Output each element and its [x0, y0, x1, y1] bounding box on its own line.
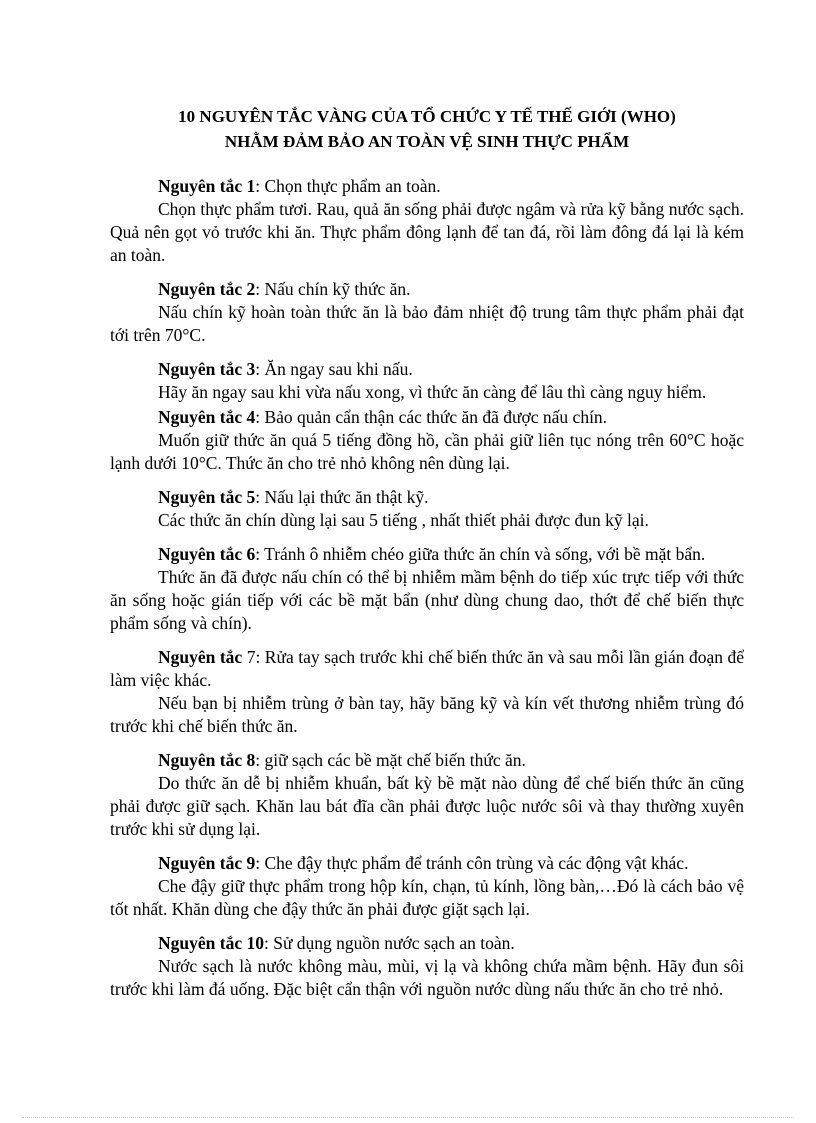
- page-bottom-divider: [22, 1117, 794, 1118]
- rule-heading: [110, 486, 744, 509]
- rule-title: : Chọn thực phẩm an toàn.: [255, 176, 441, 196]
- rule-body: Nước sạch là nước không màu, mùi, vị lạ và không chứa mầm bệnh. Hãy đun sôi trước khi làm đá uống. Đặc biệt cẩn thận với nguồn nước dùng nấu thức ăn cho trẻ nhỏ.: [110, 956, 744, 999]
- rule-1: [110, 175, 744, 267]
- rule-title: : Nấu chín kỹ thức ăn.: [255, 279, 411, 299]
- rule-3: [110, 358, 744, 404]
- rule-6: [110, 543, 744, 635]
- rule-heading: [110, 852, 744, 875]
- rule-body: Do thức ăn dễ bị nhiễm khuẩn, bất kỳ bề mặt nào dùng để chế biến thức ăn cũng phải được giữ sạch. Khăn lau bát đĩa cần phải được luộc nước sôi và thay thường xuyên trước khi sử dụng lại.: [110, 773, 744, 839]
- document-title: [110, 104, 744, 154]
- rule-body: Nếu bạn bị nhiễm trùng ở bàn tay, hãy băng kỹ và kín vết thương nhiễm trùng đó trước khi chế biến thức ăn.: [110, 693, 744, 736]
- rule-5: [110, 486, 744, 532]
- rule-2: [110, 278, 744, 347]
- rule-body: Hãy ăn ngay sau khi vừa nấu xong, vì thức ăn càng để lâu thì càng nguy hiểm.: [158, 382, 707, 402]
- rule-label: Nguyên tắc 5: [158, 487, 256, 507]
- title-line-1: 10 NGUYÊN TẮC VÀNG CỦA TỔ CHỨC Y TẾ THẾ GIỚI (WHO): [178, 107, 676, 126]
- rule-label: Nguyên tắc: [158, 647, 243, 667]
- rule-heading: [110, 358, 744, 381]
- rule-heading: [110, 278, 744, 301]
- rule-title: : Tránh ô nhiễm chéo giữa thức ăn chín và sống, với bề mặt bẩn.: [255, 544, 706, 564]
- rule-body: Chọn thực phẩm tươi. Rau, quả ăn sống phải được ngâm và rửa kỹ bằng nước sạch. Quả nên gọt vỏ trước khi ăn. Thực phẩm đông lạnh để tan đá, rồi làm đông đá lại là kém an toàn.: [110, 199, 744, 265]
- rule-body: Muốn giữ thức ăn quá 5 tiếng đồng hồ, cần phải giữ liên tục nóng trên 60°C hoặc lạnh dưới 10°C. Thức ăn cho trẻ nhỏ không nên dùng lại.: [110, 430, 744, 473]
- document-page: [110, 104, 744, 1001]
- rule-heading: [110, 749, 744, 772]
- rule-title: : Sử dụng nguồn nước sạch an toàn.: [263, 933, 515, 953]
- rule-label: Nguyên tắc 6: [158, 544, 256, 564]
- rule-body: Thức ăn đã được nấu chín có thể bị nhiễm mầm bệnh do tiếp xúc trực tiếp với thức ăn sống hoặc gián tiếp với các bề mặt bẩn (như dùng chung dao, thớt để chế biến thực phẩm sống và chín).: [110, 567, 744, 633]
- rule-body: Các thức ăn chín dùng lại sau 5 tiếng , nhất thiết phải được đun kỹ lại.: [158, 510, 649, 530]
- rule-label: Nguyên tắc 8: [158, 750, 256, 770]
- rule-title: : Che đậy thực phẩm để tránh côn trùng và các động vật khác.: [255, 853, 689, 873]
- rule-7: [110, 646, 744, 738]
- rule-title: : giữ sạch các bề mặt chế biến thức ăn.: [255, 750, 526, 770]
- rule-title: : Bảo quản cẩn thận các thức ăn đã được nấu chín.: [255, 407, 608, 427]
- rule-heading: [110, 932, 744, 955]
- rule-label: Nguyên tắc 3: [158, 359, 256, 379]
- rule-body: Che đậy giữ thực phẩm trong hộp kín, chạn, tủ kính, lồng bàn,…Đó là cách bảo vệ tốt nhất. Khăn dùng che đậy thức ăn phải được giặt sạch lại.: [110, 876, 744, 919]
- rule-9: [110, 852, 744, 921]
- rule-8: [110, 749, 744, 841]
- rule-title: 7: Rửa tay sạch trước khi chế biến thức ăn và sau mỗi lần gián đoạn để làm việc khác.: [110, 647, 745, 690]
- rule-label: Nguyên tắc 2: [158, 279, 256, 299]
- rule-body: Nấu chín kỹ hoàn toàn thức ăn là bảo đảm nhiệt độ trung tâm thực phẩm phải đạt tới trên 70°C.: [110, 302, 744, 345]
- rule-label: Nguyên tắc 10: [158, 933, 264, 953]
- rule-heading: [110, 543, 744, 566]
- rule-heading: [110, 406, 744, 429]
- rule-label: Nguyên tắc 9: [158, 853, 256, 873]
- rule-heading: [110, 175, 744, 198]
- rule-label: Nguyên tắc 1: [158, 176, 256, 196]
- rule-10: [110, 932, 744, 1001]
- rule-title: : Nấu lại thức ăn thật kỹ.: [255, 487, 429, 507]
- rule-title: : Ăn ngay sau khi nấu.: [255, 359, 413, 379]
- rule-heading: [110, 646, 744, 692]
- rule-4: [110, 406, 744, 475]
- title-line-2: NHẰM ĐẢM BẢO AN TOÀN VỆ SINH THỰC PHẨM: [224, 132, 630, 151]
- rule-label: Nguyên tắc 4: [158, 407, 256, 427]
